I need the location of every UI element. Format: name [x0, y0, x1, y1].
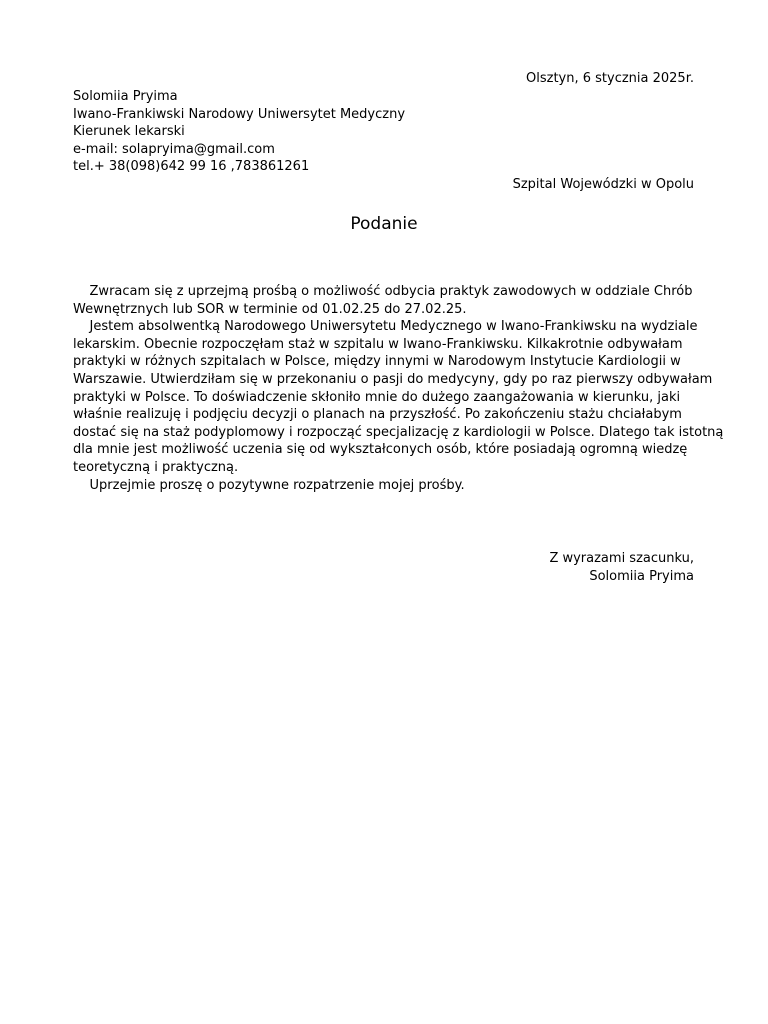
recipient: Szpital Wojewódzki w Opolu: [512, 177, 694, 192]
body-line: Uprzejmie proszę o pozytywne rozpatrzenie mojej prośby.: [73, 477, 465, 493]
body-line: praktyki w Polsce. To doświadczenie skłoniło mnie do dużego zaangażowania w kierunku, jaki: [73, 389, 681, 405]
place-and-date: Olsztyn, 6 stycznia 2025r.: [526, 71, 694, 86]
sender-name: Solomiia Pryima: [73, 89, 178, 104]
sender-block: [73, 88, 405, 176]
body-line: Jestem absolwentką Narodowego Uniwersytetu Medycznego w Iwano-Frankiwsku na wydziale: [73, 319, 698, 335]
body-line: dla mnie jest możliwość uczenia się od wykształconych osób, które posiadają ogromną wiedzę: [73, 442, 688, 458]
body-line: dostać się na staż podyplomowy i rozpocząć specjalizację z kardiologii w Polsce. Dlatego tak istotną: [73, 424, 724, 440]
document-title: Podanie: [350, 214, 418, 234]
closing-block: [549, 550, 694, 585]
closing-salutation: Z wyrazami szacunku,: [549, 551, 694, 566]
closing-signature: Solomiia Pryima: [589, 568, 694, 584]
body-line: właśnie realizuję i podjęciu decyzji o planach na przyszłość. Po zakończeniu stażu chciałabym: [73, 407, 682, 423]
sender-phone: tel.+ 38(098)642 99 16 ,783861261: [73, 159, 310, 175]
body-line: lekarskim. Obecnie rozpoczęłam staż w szpitalu w Iwano-Frankiwsku. Kilkakrotnie odbywałam: [73, 336, 683, 352]
letter-body: [73, 283, 724, 494]
sender-faculty: Kierunek lekarski: [73, 124, 185, 140]
body-line: Zwracam się z uprzejmą prośbą o możliwość odbycia praktyk zawodowych w oddziale Chrób: [73, 284, 693, 299]
sender-email: e-mail: solapryima@gmail.com: [73, 141, 275, 157]
sender-university: Iwano-Frankiwski Narodowy Uniwersytet Medyczny: [73, 106, 406, 122]
body-line: Wewnętrznych lub SOR w terminie od 01.02.25 do 27.02.25.: [73, 301, 467, 317]
body-line: teoretyczną i praktyczną.: [73, 459, 239, 475]
body-line: Warszawie. Utwierdziłam się w przekonaniu o pasji do medycyny, gdy po raz pierwszy odbywałam: [73, 371, 713, 387]
body-line: praktyki w różnych szpitalach w Polsce, między innymi w Narodowym Instytucie Kardiologii w: [73, 354, 681, 370]
